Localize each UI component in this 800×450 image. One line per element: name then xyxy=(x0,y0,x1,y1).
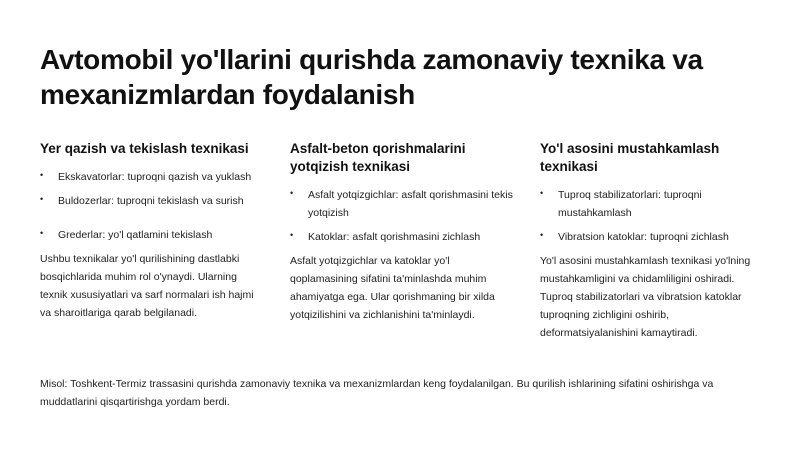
list-item xyxy=(540,186,765,222)
list-item xyxy=(40,192,265,210)
list-item-text: Asfalt yotqizgichlar: asfalt qorishmasini tekis yotqizish xyxy=(308,189,513,219)
column-foundation xyxy=(540,140,765,342)
list-item-text: Grederlar: yo'l qatlamini tekislash xyxy=(58,229,213,241)
bullet-icon: • xyxy=(40,170,44,180)
column-heading: Asfalt-beton qorishmalarini yotqizish texnikasi xyxy=(290,141,466,174)
bullet-icon: • xyxy=(540,230,544,240)
list-item-text: Tuproq stabilizatorlari: tuproqni mustahkamlash xyxy=(558,189,702,219)
column-paragraph: Yo'l asosini mustahkamlash texnikasi yo'lning mustahkamligini va chidamliligini oshiradi. Tuproq stabilizatorlari va vibratsion katoklar tuproqning zichligini oshirib, deformatsiyalanishini kamaytiradi. xyxy=(540,255,751,339)
list-item xyxy=(40,226,265,244)
column-paragraph: Asfalt yotqizgichlar va katoklar yo'l qoplamasining sifatini ta'minlashda muhim ahamiyatga ega. Ular qorishmaning bir xilda yotqizilishini va zichlanishini ta'minlaydi. xyxy=(290,255,495,321)
list-item xyxy=(540,228,765,246)
column-heading: Yer qazish va tekislash texnikasi xyxy=(40,141,249,156)
column-paragraph: Ushbu texnikalar yo'l qurilishining dastlabki bosqichlarida muhim rol o'ynaydi. Ularning texnik xususiyatlari va sarf normalari ish hajmi va sharoitlariga qarab belgilanadi. xyxy=(40,253,254,319)
example-note: Misol: Toshkent-Termiz trassasini qurishda zamonaviy texnika va mexanizmlardan keng foydalanilgan. Bu qurilish ishlarining sifatini oshirishga va muddatlarini qisqartirishga yordam berdi. xyxy=(40,378,714,408)
bullet-icon: • xyxy=(40,194,44,204)
list-item xyxy=(290,186,515,222)
bullet-icon: • xyxy=(290,188,294,198)
bullet-icon: • xyxy=(540,188,544,198)
slide-title: Avtomobil yo'llarini qurishda zamonaviy texnika va mexanizmlardan foydalanish xyxy=(40,44,703,110)
bullet-icon: • xyxy=(290,230,294,240)
column-excavation xyxy=(40,140,265,322)
list-item-text: Vibratsion katoklar: tuproqni zichlash xyxy=(558,231,729,243)
bullet-list xyxy=(290,186,515,246)
list-item-text: Buldozerlar: tuproqni tekislash va surish xyxy=(58,195,244,207)
bullet-list xyxy=(40,168,265,244)
bullet-list xyxy=(540,186,765,246)
column-asphalt xyxy=(290,140,515,324)
list-item-text: Katoklar: asfalt qorishmasini zichlash xyxy=(308,231,481,243)
bullet-icon: • xyxy=(40,228,44,238)
list-item-text: Ekskavatorlar: tuproqni qazish va yuklash xyxy=(58,171,252,183)
list-item xyxy=(290,228,515,246)
column-heading: Yo'l asosini mustahkamlash texnikasi xyxy=(540,141,720,174)
list-item xyxy=(40,168,265,186)
